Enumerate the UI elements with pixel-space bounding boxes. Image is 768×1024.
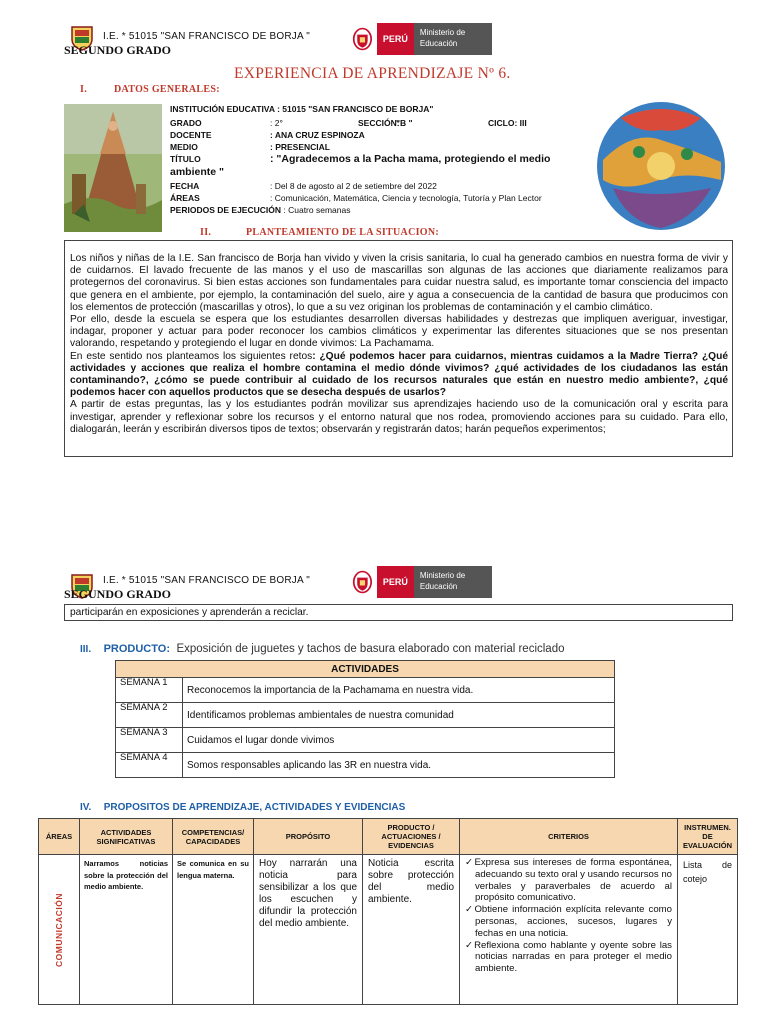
actividad-cell: Narramos noticias sobre la protección del medio ambiente. <box>84 859 168 891</box>
situation-paragraph-2: Por ello, desde la escuela se espera que los estudiantes desarrollen diversas habilidades y destrezas que impliquen averiguar, investigar, indagar, proponer y actuar para poder reconocer los cambios climáticos y experimentar las diferentes situaciones que se nos presentan valorando, respetando y protegiendo el lugar en donde vivimos: La Pachamama. <box>70 314 728 350</box>
criterio-item: ✓Reflexiona como hablante y oyente sobre las noticias narradas en para proteger el medio ambiente. <box>465 939 672 975</box>
areas-value: : Comunicación, Matemática, Ciencia y tecnología, Tutoría y Plan Lector <box>270 193 542 203</box>
activity-text: Reconocemos la importancia de la Pachamama en nuestra vida. <box>183 678 615 703</box>
area-cell <box>39 855 80 1005</box>
grado-label: GRADO <box>170 118 202 128</box>
challenges-questions: : ¿Qué podemos hacer para cuidarnos, mientras cuidamos a la Madre Tierra? ¿Qué actividades y acciones que realiza el hombre contamina el medio dónde vivimos? ¿qué actividades de los ciudadanos las están contaminando?, ¿cómo se puede contribuir al cuidado de los recursos naturales que están en nuestro medio ambiente?, ¿qué podemos hacer con aquellos productos que se desecha después de usarlos? <box>70 350 728 399</box>
criterios-cell <box>460 855 678 1005</box>
seccion-value: "B " <box>396 118 413 128</box>
section-3-num: III. <box>80 644 92 655</box>
activity-week: SEMANA 4 <box>116 753 183 778</box>
ministry-name: Ministerio de Educación <box>414 23 492 55</box>
earth-illustration-image <box>593 100 730 234</box>
situation-paragraph-4: A partir de estas preguntas, las y los estudiantes podrán movilizar sus aprendizajes haciendo uso de la comunicación oral y escrita para investigar, aprender y reflexionar sobre los recursos y el entorno natural que nos rodea, promoviendo acciones para su cuidado. Para ello, dialogarán, leerán y escribirán diversos tipos de textos; observarán y registrarán datos; harán pequeños experimentos; <box>70 399 728 435</box>
section-2-label: PLANTEAMIENTO DE LA SITUACION: <box>246 227 440 238</box>
situation-continuation: participarán en exposiciones y aprenderán a reciclar. <box>64 604 733 621</box>
product-line <box>80 639 565 657</box>
header-proposito: PROPÓSITO <box>254 819 363 855</box>
grade-label: SEGUNDO GRADO <box>64 43 172 57</box>
school-name: I.E. * 51015 "SAN FRANCISCO DE BORJA " <box>103 31 310 42</box>
pachamama-painting-image <box>64 104 162 232</box>
situation-paragraph-1: Los niños y niñas de la I.E. San francisco de Borja han vivido y viven la crisis sanitaria, lo cual ha generado cambios en nuestra forma de vivir y de cuidarnos. El lavado frecuente de las manos y el uso de mascarillas son algunas de las acciones que diariamente realizamos para protegernos del coronavirus. Si bien estas acciones son fundamentales para cuidar nuestra salud, es importante tomar consciencia del impacto que genera en el ambiente, por ejemplo, la contaminación del suelo, aire y agua a consecuencia de la cantidad de basura que producimos con los elementos de protección (mascarillas y otros), lo que a su vez originan los problemas de contaminación y el cambio climático. <box>70 253 728 313</box>
seccion-label: SECCIÓN: <box>358 118 400 128</box>
docente-value: : ANA CRUZ ESPINOZA <box>270 130 365 140</box>
activity-week: SEMANA 1 <box>116 678 183 703</box>
section-3-label: PRODUCTO: <box>103 643 170 655</box>
activities-table <box>115 660 615 778</box>
activity-week: SEMANA 3 <box>116 728 183 753</box>
header-instrumento: INSTRUMEN. DE EVALUACIÓN <box>678 819 738 855</box>
areas-label: ÁREAS <box>170 193 200 203</box>
section-1-label: DATOS GENERALES: <box>114 84 220 95</box>
periodos-value: : Cuatro semanas <box>283 205 351 215</box>
peru-shield-icon-2 <box>352 568 373 596</box>
ministry-name-2: Ministerio de Educación <box>414 566 492 598</box>
product-text: Exposición de juguetes y tachos de basura elaborado con material reciclado <box>176 643 565 655</box>
ministry-logo-2 <box>352 566 492 598</box>
activity-row <box>116 728 615 753</box>
table-row <box>39 855 738 1005</box>
activity-row <box>116 753 615 778</box>
situation-box <box>64 240 733 457</box>
section-1-num: I. <box>80 84 87 95</box>
activity-text: Cuidamos el lugar donde vivimos <box>183 728 615 753</box>
activity-week: SEMANA 2 <box>116 703 183 728</box>
ciclo-label: CICLO: III <box>488 118 527 128</box>
header-producto: PRODUCTO / ACTUACIONES / EVIDENCIAS <box>363 819 460 855</box>
titulo-value: : "Agradecemos a la Pacha mama, protegiendo el medio <box>270 153 551 165</box>
section-2-num: II. <box>200 227 212 238</box>
section-4-num: IV. <box>80 802 92 813</box>
area-label: COMUNICACIÓN <box>54 892 64 967</box>
fecha-value: : Del 8 de agosto al 2 de setiembre del 2022 <box>270 181 437 191</box>
activity-row <box>116 678 615 703</box>
competencia-cell: Se comunica en su lengua materna. <box>177 859 249 880</box>
institution-label: INSTITUCIÓN EDUCATIVA <box>170 104 275 114</box>
header-actividades: ACTIVIDADES SIGNIFICATIVAS <box>80 819 173 855</box>
activity-text: Identificamos problemas ambientales de nuestra comunidad <box>183 703 615 728</box>
section-4-heading <box>80 797 405 815</box>
header-areas: ÁREAS <box>39 819 80 855</box>
header-criterios: CRITERIOS <box>460 819 678 855</box>
proposito-cell: Hoy narrarán una noticia para sensibilizar a los que los escuchen y difundir la protección del medio ambiente. <box>259 858 357 929</box>
ministry-country-2: PERÚ <box>377 566 414 598</box>
instrumento-cell: Lista de cotejo <box>683 860 732 884</box>
activity-row <box>116 703 615 728</box>
situation-paragraph-3 <box>70 351 728 400</box>
purposes-table <box>38 818 738 1005</box>
activity-text: Somos responsables aplicando las 3R en nuestra vida. <box>183 753 615 778</box>
periodos-label: PERIODOS DE EJECUCIÓN <box>170 205 281 215</box>
school-name-2: I.E. * 51015 "SAN FRANCISCO DE BORJA " <box>103 575 310 586</box>
titulo-label: TÍTULO <box>170 154 201 164</box>
docente-label: DOCENTE <box>170 130 212 140</box>
activities-header: ACTIVIDADES <box>116 661 615 678</box>
section-4-label: PROPOSITOS DE APRENDIZAJE, ACTIVIDADES Y EVIDENCIAS <box>103 802 406 813</box>
general-data <box>170 103 590 223</box>
ministry-logo <box>352 23 492 55</box>
page-title: EXPERIENCIA DE APRENDIZAJE Nº 6. <box>234 65 511 82</box>
challenges-intro: En este sentido nos planteamos los siguientes retos <box>70 350 313 362</box>
criterio-item: ✓Obtiene información explícita relevante como personas, acciones, sucesos, lugares y fechas en una noticia. <box>465 904 672 939</box>
header-competencias: COMPETENCIAS/ CAPACIDADES <box>173 819 254 855</box>
fecha-label: FECHA <box>170 181 200 191</box>
criterio-item: ✓Expresa sus intereses de forma espontánea, adecuando su texto oral y usando recursos no verbales y paraverbales de acuerdo al propósito comunicativo. <box>465 857 672 904</box>
medio-value: : PRESENCIAL <box>270 142 330 152</box>
peru-shield-icon <box>352 25 373 53</box>
ministry-country: PERÚ <box>377 23 414 55</box>
titulo-continuation: ambiente " <box>170 166 224 178</box>
grado-value: : 2° <box>270 118 283 128</box>
producto-cell: Noticia escrita sobre protección del medio ambiente. <box>368 858 454 905</box>
institution-value: : 51015 "SAN FRANCISCO DE BORJA" <box>277 104 434 114</box>
medio-label: MEDIO <box>170 142 198 152</box>
grade-label-2: SEGUNDO GRADO <box>64 587 172 601</box>
